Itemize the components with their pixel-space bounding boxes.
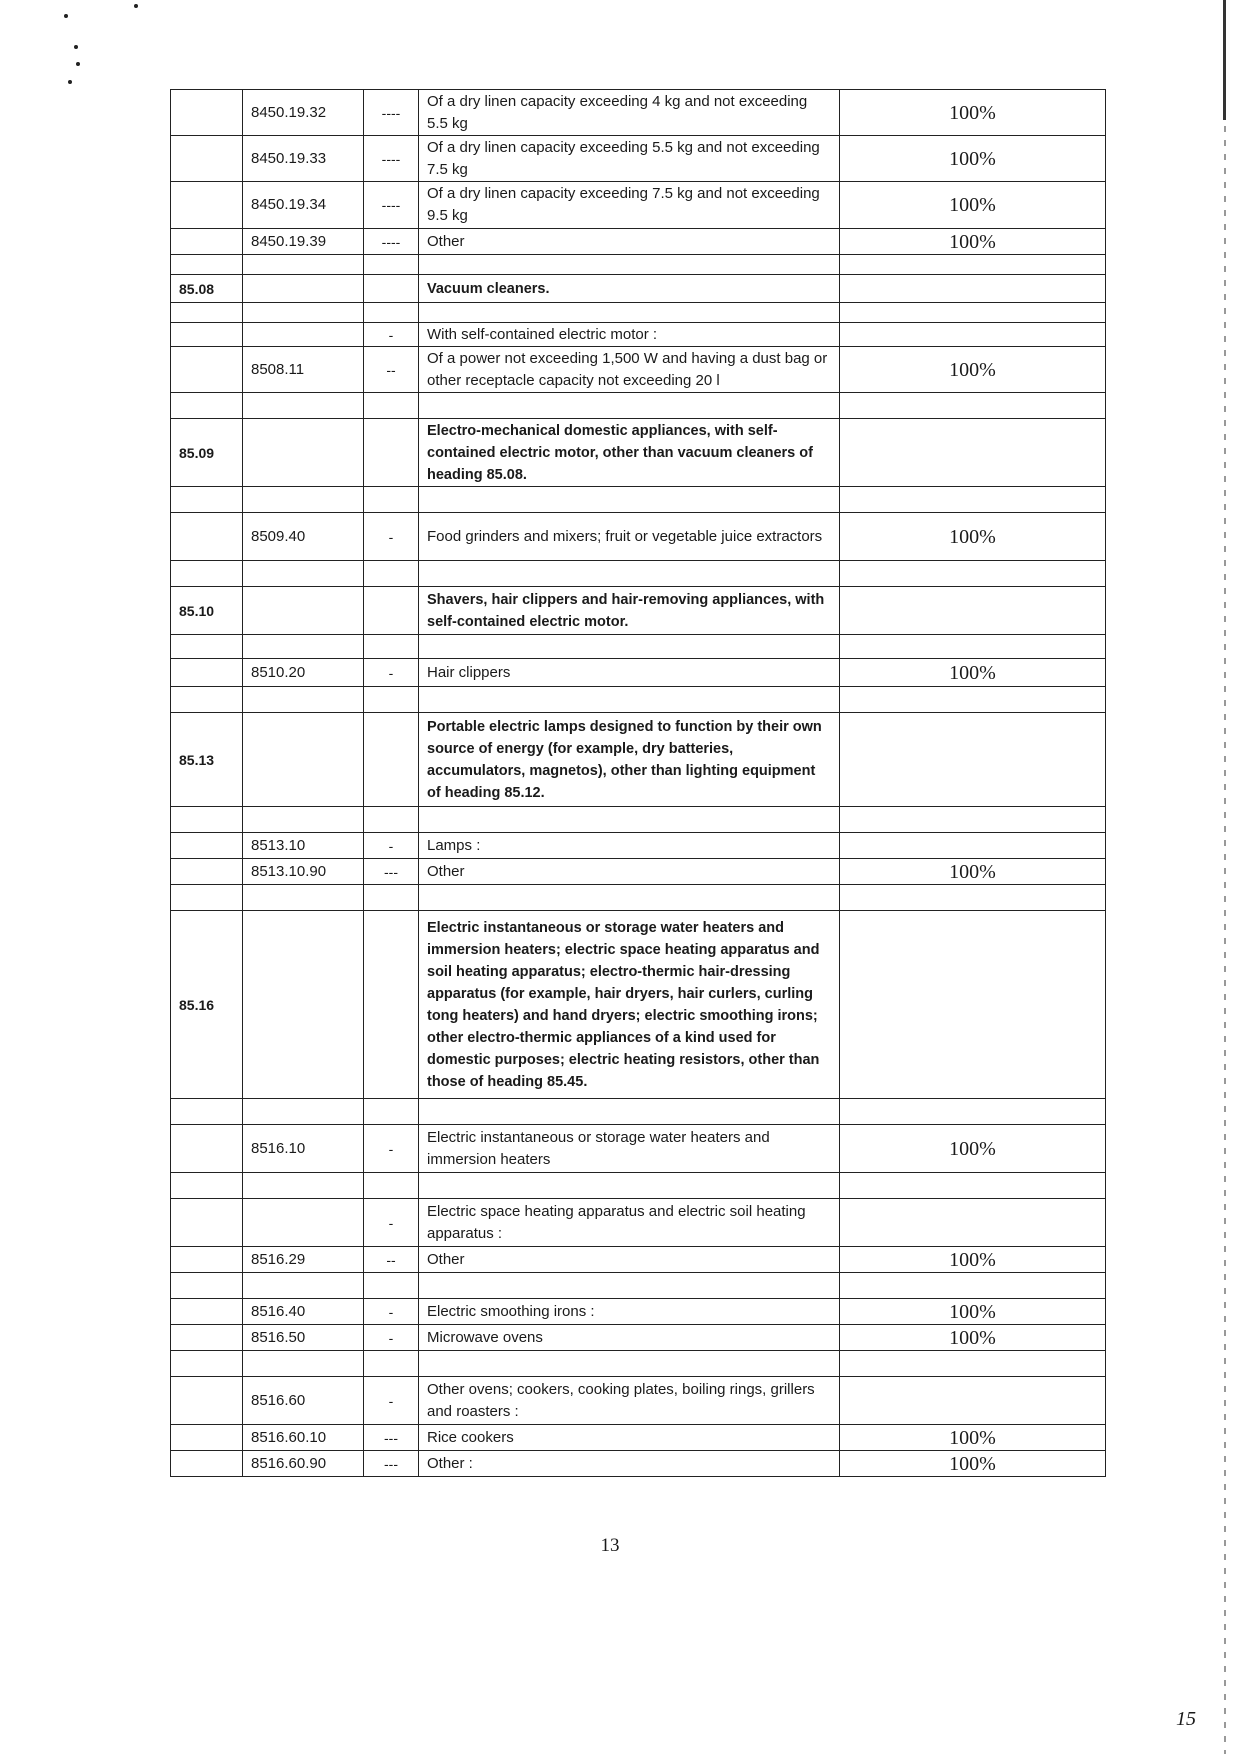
dash-cell: -- bbox=[364, 1247, 419, 1273]
code-cell bbox=[243, 635, 364, 659]
rate-cell: 100% bbox=[840, 859, 1106, 885]
description-cell: Of a dry linen capacity exceeding 7.5 kg and not exceeding 9.5 kg bbox=[419, 182, 840, 229]
heading-cell bbox=[171, 513, 243, 561]
code-cell: 8516.50 bbox=[243, 1325, 364, 1351]
description-cell bbox=[419, 303, 840, 323]
code-cell bbox=[243, 1273, 364, 1299]
table-row bbox=[171, 323, 1106, 347]
tariff-table-body bbox=[171, 90, 1106, 1477]
rate-cell bbox=[840, 393, 1106, 419]
description-cell bbox=[419, 393, 840, 419]
rate-cell: 100% bbox=[840, 1325, 1106, 1351]
dash-cell bbox=[364, 587, 419, 635]
dash-cell: - bbox=[364, 833, 419, 859]
code-cell: 8513.10 bbox=[243, 833, 364, 859]
description-cell bbox=[419, 885, 840, 911]
heading-cell bbox=[171, 1325, 243, 1351]
code-cell: 8450.19.39 bbox=[243, 229, 364, 255]
rate-cell bbox=[840, 1377, 1106, 1425]
heading-cell bbox=[171, 859, 243, 885]
table-row bbox=[171, 229, 1106, 255]
heading-cell bbox=[171, 1351, 243, 1377]
rate-cell bbox=[840, 807, 1106, 833]
table-row bbox=[171, 1351, 1106, 1377]
code-cell bbox=[243, 303, 364, 323]
scan-speck bbox=[74, 45, 78, 49]
table-row bbox=[171, 859, 1106, 885]
rate-cell bbox=[840, 833, 1106, 859]
table-row bbox=[171, 1273, 1106, 1299]
description-cell: Electric smoothing irons : bbox=[419, 1299, 840, 1325]
heading-cell: 85.08 bbox=[171, 275, 243, 303]
dash-cell: ---- bbox=[364, 136, 419, 182]
heading-cell bbox=[171, 885, 243, 911]
rate-cell: 100% bbox=[840, 659, 1106, 687]
description-cell: Of a power not exceeding 1,500 W and having a dust bag or other receptacle capacity not exceeding 20 l bbox=[419, 347, 840, 393]
rate-cell: 100% bbox=[840, 1451, 1106, 1477]
code-cell: 8516.10 bbox=[243, 1125, 364, 1173]
rate-cell: 100% bbox=[840, 1425, 1106, 1451]
table-row bbox=[171, 347, 1106, 393]
dash-cell: - bbox=[364, 1299, 419, 1325]
heading-cell bbox=[171, 1377, 243, 1425]
rate-cell bbox=[840, 1099, 1106, 1125]
description-cell: Food grinders and mixers; fruit or vegetable juice extractors bbox=[419, 513, 840, 561]
dash-cell bbox=[364, 561, 419, 587]
dash-cell bbox=[364, 687, 419, 713]
description-cell: Electric space heating apparatus and electric soil heating apparatus : bbox=[419, 1199, 840, 1247]
description-cell: Electric instantaneous or storage water heaters and immersion heaters bbox=[419, 1125, 840, 1173]
description-cell bbox=[419, 635, 840, 659]
table-row bbox=[171, 1325, 1106, 1351]
heading-cell bbox=[171, 229, 243, 255]
table-row bbox=[171, 1199, 1106, 1247]
table-row bbox=[171, 833, 1106, 859]
dash-cell bbox=[364, 713, 419, 807]
code-cell bbox=[243, 807, 364, 833]
rate-cell bbox=[840, 1273, 1106, 1299]
code-cell: 8450.19.34 bbox=[243, 182, 364, 229]
dash-cell: - bbox=[364, 1199, 419, 1247]
dash-cell: - bbox=[364, 1125, 419, 1173]
code-cell bbox=[243, 393, 364, 419]
code-cell: 8450.19.32 bbox=[243, 90, 364, 136]
scan-speck bbox=[64, 14, 68, 18]
heading-cell bbox=[171, 136, 243, 182]
table-row bbox=[171, 911, 1106, 1099]
dash-cell: --- bbox=[364, 1425, 419, 1451]
description-cell bbox=[419, 1173, 840, 1199]
heading-cell: 85.16 bbox=[171, 911, 243, 1099]
dash-cell: - bbox=[364, 659, 419, 687]
table-row bbox=[171, 1451, 1106, 1477]
dash-cell bbox=[364, 911, 419, 1099]
table-row bbox=[171, 136, 1106, 182]
heading-cell bbox=[171, 1199, 243, 1247]
heading-cell bbox=[171, 347, 243, 393]
heading-cell bbox=[171, 1299, 243, 1325]
code-cell: 8508.11 bbox=[243, 347, 364, 393]
rate-cell bbox=[840, 1351, 1106, 1377]
code-cell bbox=[243, 419, 364, 487]
table-row bbox=[171, 303, 1106, 323]
heading-cell bbox=[171, 1125, 243, 1173]
heading-cell bbox=[171, 182, 243, 229]
table-row bbox=[171, 561, 1106, 587]
description-cell: Other : bbox=[419, 1451, 840, 1477]
description-cell: Hair clippers bbox=[419, 659, 840, 687]
heading-cell: 85.09 bbox=[171, 419, 243, 487]
table-row bbox=[171, 1299, 1106, 1325]
dash-cell bbox=[364, 393, 419, 419]
table-row bbox=[171, 1425, 1106, 1451]
rate-cell bbox=[840, 275, 1106, 303]
table-row bbox=[171, 807, 1106, 833]
code-cell bbox=[243, 1173, 364, 1199]
heading-cell bbox=[171, 487, 243, 513]
dash-cell: - bbox=[364, 323, 419, 347]
heading-cell bbox=[171, 255, 243, 275]
rate-cell: 100% bbox=[840, 1299, 1106, 1325]
description-cell bbox=[419, 1099, 840, 1125]
code-cell: 8516.60.10 bbox=[243, 1425, 364, 1451]
table-row bbox=[171, 275, 1106, 303]
rate-cell: 100% bbox=[840, 136, 1106, 182]
description-cell: Electro-mechanical domestic appliances, with self-contained electric motor, other than vacuum cleaners of heading 85.08. bbox=[419, 419, 840, 487]
table-row bbox=[171, 1125, 1106, 1173]
heading-cell bbox=[171, 393, 243, 419]
rate-cell: 100% bbox=[840, 182, 1106, 229]
description-cell: Other bbox=[419, 859, 840, 885]
description-cell: Electric instantaneous or storage water heaters and immersion heaters; electric space heating apparatus and soil heating apparatus; electro-thermic hair-dressing apparatus (for example, hair dryers, hair curlers, curling tong heaters) and hand dryers; electric smoothing irons; other electro-thermic appliances of a kind used for domestic purposes; electric heating resistors, other than those of heading 85.45. bbox=[419, 911, 840, 1099]
dash-cell bbox=[364, 1273, 419, 1299]
dash-cell bbox=[364, 487, 419, 513]
description-cell: Vacuum cleaners. bbox=[419, 275, 840, 303]
dash-cell bbox=[364, 635, 419, 659]
heading-cell bbox=[171, 1273, 243, 1299]
description-cell: Lamps : bbox=[419, 833, 840, 859]
page-number: 13 bbox=[600, 1535, 620, 1556]
table-row bbox=[171, 513, 1106, 561]
description-cell bbox=[419, 255, 840, 275]
heading-cell bbox=[171, 833, 243, 859]
table-row bbox=[171, 1173, 1106, 1199]
table-row bbox=[171, 90, 1106, 136]
rate-cell: 100% bbox=[840, 1247, 1106, 1273]
description-cell: Of a dry linen capacity exceeding 5.5 kg and not exceeding 7.5 kg bbox=[419, 136, 840, 182]
description-cell: With self-contained electric motor : bbox=[419, 323, 840, 347]
code-cell: 8516.29 bbox=[243, 1247, 364, 1273]
dash-cell bbox=[364, 1351, 419, 1377]
code-cell bbox=[243, 323, 364, 347]
dash-cell bbox=[364, 419, 419, 487]
dash-cell bbox=[364, 1173, 419, 1199]
code-cell bbox=[243, 561, 364, 587]
code-cell bbox=[243, 911, 364, 1099]
dash-cell bbox=[364, 807, 419, 833]
table-row bbox=[171, 255, 1106, 275]
code-cell bbox=[243, 885, 364, 911]
description-cell: Other bbox=[419, 229, 840, 255]
corner-page-mark: 15 bbox=[1176, 1708, 1196, 1730]
rate-cell bbox=[840, 911, 1106, 1099]
dash-cell bbox=[364, 885, 419, 911]
rate-cell bbox=[840, 687, 1106, 713]
heading-cell bbox=[171, 659, 243, 687]
heading-cell bbox=[171, 90, 243, 136]
table-row bbox=[171, 487, 1106, 513]
dash-cell: - bbox=[364, 513, 419, 561]
heading-cell bbox=[171, 635, 243, 659]
rate-cell bbox=[840, 487, 1106, 513]
code-cell bbox=[243, 1199, 364, 1247]
heading-cell bbox=[171, 1425, 243, 1451]
heading-cell bbox=[171, 1173, 243, 1199]
description-cell: Rice cookers bbox=[419, 1425, 840, 1451]
rate-cell: 100% bbox=[840, 513, 1106, 561]
code-cell: 8510.20 bbox=[243, 659, 364, 687]
rate-cell bbox=[840, 885, 1106, 911]
description-cell: Other ovens; cookers, cooking plates, boiling rings, grillers and roasters : bbox=[419, 1377, 840, 1425]
heading-cell: 85.10 bbox=[171, 587, 243, 635]
code-cell bbox=[243, 687, 364, 713]
rate-cell bbox=[840, 1173, 1106, 1199]
table-row bbox=[171, 419, 1106, 487]
description-cell bbox=[419, 807, 840, 833]
heading-cell: 85.13 bbox=[171, 713, 243, 807]
heading-cell bbox=[171, 1099, 243, 1125]
table-row bbox=[171, 885, 1106, 911]
description-cell bbox=[419, 1351, 840, 1377]
rate-cell: 100% bbox=[840, 1125, 1106, 1173]
table-row bbox=[171, 587, 1106, 635]
heading-cell bbox=[171, 303, 243, 323]
table-row bbox=[171, 1377, 1106, 1425]
rate-cell: 100% bbox=[840, 90, 1106, 136]
dash-cell: --- bbox=[364, 1451, 419, 1477]
table-row bbox=[171, 687, 1106, 713]
table-row bbox=[171, 182, 1106, 229]
heading-cell bbox=[171, 1247, 243, 1273]
heading-cell bbox=[171, 1451, 243, 1477]
description-cell bbox=[419, 487, 840, 513]
table-row bbox=[171, 659, 1106, 687]
dash-cell: ---- bbox=[364, 90, 419, 136]
rate-cell bbox=[840, 713, 1106, 807]
code-cell: 8450.19.33 bbox=[243, 136, 364, 182]
dash-cell: ---- bbox=[364, 229, 419, 255]
description-cell: Portable electric lamps designed to function by their own source of energy (for example, dry batteries, accumulators, magnetos), other than lighting equipment of heading 85.12. bbox=[419, 713, 840, 807]
code-cell bbox=[243, 1099, 364, 1125]
table-row bbox=[171, 1099, 1106, 1125]
dash-cell bbox=[364, 275, 419, 303]
scan-edge-top bbox=[1223, 0, 1226, 120]
table-row bbox=[171, 1247, 1106, 1273]
rate-cell bbox=[840, 323, 1106, 347]
rate-cell: 100% bbox=[840, 229, 1106, 255]
code-cell bbox=[243, 1351, 364, 1377]
description-cell: Other bbox=[419, 1247, 840, 1273]
code-cell bbox=[243, 487, 364, 513]
dash-cell: - bbox=[364, 1377, 419, 1425]
code-cell bbox=[243, 255, 364, 275]
scan-speck bbox=[76, 62, 80, 66]
table-row bbox=[171, 393, 1106, 419]
rate-cell bbox=[840, 303, 1106, 323]
dash-cell bbox=[364, 303, 419, 323]
heading-cell bbox=[171, 323, 243, 347]
description-cell bbox=[419, 687, 840, 713]
dash-cell: - bbox=[364, 1325, 419, 1351]
dash-cell: -- bbox=[364, 347, 419, 393]
code-cell: 8509.40 bbox=[243, 513, 364, 561]
rate-cell bbox=[840, 419, 1106, 487]
rate-cell: 100% bbox=[840, 347, 1106, 393]
code-cell: 8516.40 bbox=[243, 1299, 364, 1325]
description-cell: Shavers, hair clippers and hair-removing appliances, with self-contained electric motor. bbox=[419, 587, 840, 635]
scan-speck bbox=[134, 4, 138, 8]
heading-cell bbox=[171, 807, 243, 833]
tariff-table bbox=[170, 89, 1106, 1477]
description-cell bbox=[419, 561, 840, 587]
rate-cell bbox=[840, 1199, 1106, 1247]
code-cell: 8513.10.90 bbox=[243, 859, 364, 885]
dash-cell: ---- bbox=[364, 182, 419, 229]
dash-cell bbox=[364, 1099, 419, 1125]
code-cell bbox=[243, 713, 364, 807]
table-row bbox=[171, 635, 1106, 659]
rate-cell bbox=[840, 255, 1106, 275]
description-cell: Microwave ovens bbox=[419, 1325, 840, 1351]
rate-cell bbox=[840, 635, 1106, 659]
table-row bbox=[171, 713, 1106, 807]
dash-cell: --- bbox=[364, 859, 419, 885]
code-cell bbox=[243, 587, 364, 635]
scan-speck bbox=[68, 80, 72, 84]
code-cell bbox=[243, 275, 364, 303]
description-cell: Of a dry linen capacity exceeding 4 kg and not exceeding 5.5 kg bbox=[419, 90, 840, 136]
rate-cell bbox=[840, 561, 1106, 587]
rate-cell bbox=[840, 587, 1106, 635]
dash-cell bbox=[364, 255, 419, 275]
code-cell: 8516.60 bbox=[243, 1377, 364, 1425]
heading-cell bbox=[171, 561, 243, 587]
scan-edge bbox=[1224, 0, 1226, 1754]
description-cell bbox=[419, 1273, 840, 1299]
heading-cell bbox=[171, 687, 243, 713]
code-cell: 8516.60.90 bbox=[243, 1451, 364, 1477]
